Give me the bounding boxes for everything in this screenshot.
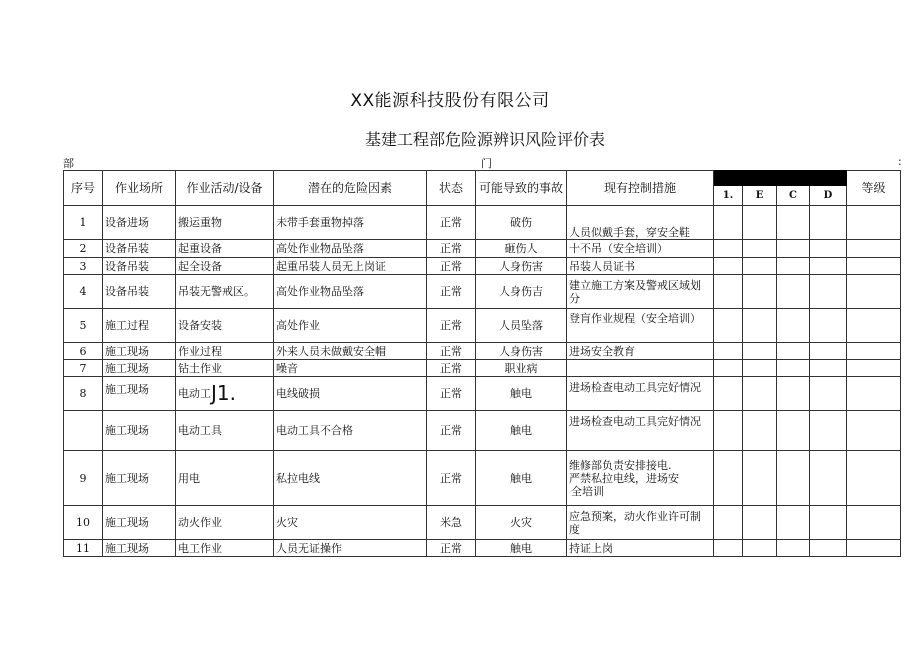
cell-accident: 火灾 [476,506,567,540]
cell-hazard: 电动工具不合格 [274,411,427,451]
cell-hazard: 起重吊装人员无上岗证 [274,258,427,275]
cell-activity: 设备安装 [176,309,274,343]
header-status: 状态 [427,171,476,206]
cell-status: 正常 [427,240,476,258]
table-row [64,240,901,258]
cell-hazard: 未带手套重物掉落 [274,206,427,240]
cell-accident: 触电 [476,540,567,557]
header-control: 现有控制措施 [567,171,714,206]
cell-grade [847,377,901,411]
cell-seq: 5 [64,309,103,343]
cell-c [777,540,810,557]
header-e: E [743,185,777,205]
cell-seq: 6 [64,343,103,360]
cell-l [714,343,743,360]
cell-c [777,506,810,540]
cell-l [714,258,743,275]
cell-status: 正常 [427,206,476,240]
cell-control: 十不吊（安全培训） [567,240,714,258]
cell-site: 施工现场 [103,451,176,506]
cell-seq: 8 [64,377,103,411]
cell-l [714,451,743,506]
cell-accident: 触电 [476,377,567,411]
cell-activity: 吊装无警戒区。 [176,275,274,309]
cell-grade [847,309,901,343]
cell-d [810,309,847,343]
cell-seq: 1 [64,206,103,240]
cell-hazard: 火灾 [274,506,427,540]
risk-assessment-table [63,170,901,557]
cell-grade [847,240,901,258]
cell-status: 正常 [427,275,476,309]
control-line-3: 全培训 [571,484,604,498]
cell-site: 施工现场 [103,360,176,377]
cell-control: 进场检查电动工具完好情况 [567,411,714,451]
cell-grade [847,206,901,240]
cell-d [810,360,847,377]
cell-d [810,540,847,557]
cell-c [777,206,810,240]
cell-site: 设备吊装 [103,258,176,275]
cell-hazard: 高处作业 [274,309,427,343]
cell-grade [847,275,901,309]
cell-d [810,377,847,411]
cell-hazard: 电线破损 [274,377,427,411]
cell-l [714,309,743,343]
header-black-bar [714,171,847,186]
cell-c [777,258,810,275]
cell-grade [847,360,901,377]
header-c: C [777,185,810,205]
cell-control [567,360,714,377]
cell-seq: 2 [64,240,103,258]
cell-control: 应急预案，动火作业许可制度 [567,506,714,540]
cell-status: 正常 [427,258,476,275]
cell-e [743,360,777,377]
cell-l [714,275,743,309]
table-row [64,258,901,275]
cell-status: 正常 [427,360,476,377]
cell-grade [847,258,901,275]
cell-l [714,360,743,377]
cell-status: 米急 [427,506,476,540]
cell-status: 正常 [427,309,476,343]
cell-c [777,411,810,451]
cell-site: 设备进场 [103,206,176,240]
cell-activity: 作业过程 [176,343,274,360]
cell-accident: 人身伤害 [476,258,567,275]
cell-accident: 破伤 [476,206,567,240]
cell-seq: 7 [64,360,103,377]
cell-grade [847,451,901,506]
table-row [64,275,901,309]
cell-l [714,411,743,451]
cell-hazard: 高处作业物品坠落 [274,275,427,309]
cell-accident: 触电 [476,451,567,506]
cell-hazard: 高处作业物品坠落 [274,240,427,258]
table-row [64,309,901,343]
cell-d [810,411,847,451]
cell-e [743,309,777,343]
cell-l [714,506,743,540]
header-d: D [810,185,847,205]
cell-status: 正常 [427,377,476,411]
cell-accident: 砸伤人 [476,240,567,258]
cell-e [743,540,777,557]
cell-activity: 钻土作业 [176,360,274,377]
cell-hazard: 私拉电线 [274,451,427,506]
table-row [64,411,901,451]
cell-d [810,275,847,309]
cell-site: 施工现场 [103,343,176,360]
table-row [64,377,901,411]
table-row [64,360,901,377]
activity-text: 电动工 [178,387,211,400]
department-colon: : [898,155,902,168]
cell-e [743,343,777,360]
cell-l [714,377,743,411]
cell-d [810,258,847,275]
cell-site: 施工现场 [103,377,176,411]
cell-control: 进场安全教育 [567,343,714,360]
cell-c [777,343,810,360]
table-header-row [64,171,901,186]
cell-control: 持证上岗 [567,540,714,557]
cell-seq: 3 [64,258,103,275]
cell-accident: 触电 [476,411,567,451]
cell-grade [847,411,901,451]
cell-e [743,206,777,240]
header-hazard: 潜在的危险因素 [274,171,427,206]
cell-c [777,240,810,258]
cell-control: 建立施工方案及警戒区域划分 [567,275,714,309]
cell-seq [64,411,103,451]
cell-site: 施工现场 [103,411,176,451]
table-row [64,451,901,506]
cell-activity: 电工作业 [176,540,274,557]
document-title: 基建工程部危险源辨识风险评价表 [364,130,605,149]
cell-e [743,451,777,506]
cell-grade [847,506,901,540]
cell-d [810,506,847,540]
cell-c [777,377,810,411]
cell-status: 正常 [427,343,476,360]
cell-activity: 起重设备 [176,240,274,258]
cell-e [743,506,777,540]
table-row [64,540,901,557]
cell-control: 登肓作业规程（安全培训） [567,309,714,343]
cell-site: 施工现场 [103,506,176,540]
header-seq: 序号 [64,171,103,206]
cell-l [714,540,743,557]
department-label-left: 部 [63,157,74,170]
cell-d [810,206,847,240]
cell-d [810,451,847,506]
cell-e [743,411,777,451]
control-line-1: 维修部负责安排接电. [569,458,672,472]
header-grade: 等级 [847,171,901,206]
cell-d [810,343,847,360]
cell-site: 施工现场 [103,540,176,557]
company-title: XX能源科技股份有限公司 [350,91,550,111]
cell-hazard: 噪音 [274,360,427,377]
cell-seq: 11 [64,540,103,557]
cell-e [743,258,777,275]
activity-large-text: J1. [211,381,236,405]
cell-status: 正常 [427,451,476,506]
cell-status: 正常 [427,540,476,557]
cell-hazard: 人员无证操作 [274,540,427,557]
header-activity: 作业活动/设备 [176,171,274,206]
cell-l [714,240,743,258]
cell-c [777,360,810,377]
cell-activity: 电动工具 [176,411,274,451]
cell-hazard: 外来人员未做戴安全帽 [274,343,427,360]
cell-control [567,451,714,506]
cell-l [714,206,743,240]
cell-status: 正常 [427,411,476,451]
cell-c [777,451,810,506]
cell-site: 设备吊装 [103,275,176,309]
cell-accident: 人员坠落 [476,309,567,343]
cell-site: 施工过程 [103,309,176,343]
cell-activity: 起全设备 [176,258,274,275]
cell-e [743,275,777,309]
cell-c [777,309,810,343]
cell-grade [847,343,901,360]
header-l: 1. [714,185,743,205]
cell-d [810,240,847,258]
cell-control: 人员似戴手套，穿安全鞋 [567,206,714,240]
department-label-mid: 门 [481,157,492,170]
cell-grade [847,540,901,557]
cell-e [743,377,777,411]
header-site: 作业场所 [103,171,176,206]
table-row [64,506,901,540]
cell-e [743,240,777,258]
cell-control: 吊装人员证书 [567,258,714,275]
cell-accident: 职业病 [476,360,567,377]
cell-accident: 人身伤吉 [476,275,567,309]
control-line-2: 严禁私拉电线，进场安 [569,471,679,485]
cell-seq: 9 [64,451,103,506]
header-accident: 可能导致的事故 [476,171,567,206]
cell-seq: 4 [64,275,103,309]
cell-seq: 10 [64,506,103,540]
cell-control: 进场检查电动工具完好情况 [567,377,714,411]
cell-accident: 人身伤害 [476,343,567,360]
table-row [64,343,901,360]
cell-c [777,275,810,309]
cell-activity: 动火作业 [176,506,274,540]
cell-activity [176,377,274,411]
table-row [64,206,901,240]
cell-activity: 搬运重物 [176,206,274,240]
cell-activity: 用电 [176,451,274,506]
cell-site: 设备吊装 [103,240,176,258]
